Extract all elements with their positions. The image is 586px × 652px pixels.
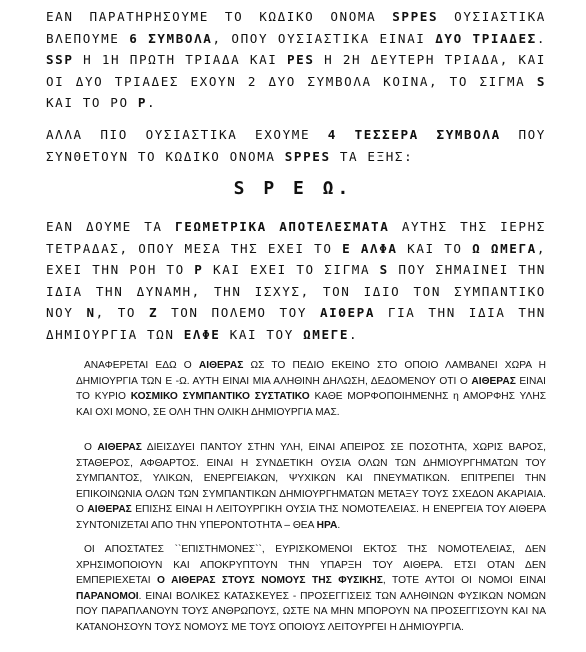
- symbol-paragraph-1: ΕΑΝ ΠΑΡΑΤΗΡΗΣΟΥΜΕ ΤΟ ΚΩΔΙΚΟ ΟΝΟΜΑ SPPES ΟΥΣΙΑΣΤΙΚΑ ΒΛΕΠΟΥΜΕ 6 ΣΥΜΒΟΛΑ, ΟΠΟΥ ΟΥΣΙΑΣΤΙΚΑ ΕΙΝΑΙ ΔΥΟ ΤΡΙΑΔΕΣ. SSP Η 1Η ΠΡΩΤΗ ΤΡΙΑΔΑ ΚΑΙ PES Η 2Η ΔΕΥΤΕΡΗ ΤΡΙΑΔΑ, ΚΑΙ ΟΙ ΔΥΟ ΤΡΙΑΔΕΣ ΕΧΟΥΝ 2 ΔΥΟ ΣΥΜΒΟΛΑ ΚΟΙΝΑ, ΤΟ ΣΙΓΜΑ S ΚΑΙ ΤΟ ΡΟ P.: [46, 9, 547, 111]
- ro-symbol: P: [194, 262, 204, 278]
- second-triad: PES: [287, 52, 315, 68]
- sigma-symbol: S: [536, 73, 546, 89]
- aether-word: ΑΙΘΕΡΑ: [319, 305, 376, 321]
- sigma-symbol: S: [379, 262, 389, 278]
- symbol-paragraph-3: ΕΑΝ ΔΟΥΜΕ ΤΑ ΓΕΩΜΕΤΡΙΚΑ ΑΠΟΤΕΛΕΣΜΑΤΑ ΑΥΤΗΣ ΤΗΣ ΙΕΡΗΣ ΤΕΤΡΑΔΑΣ, ΟΠΟΥ ΜΕΣΑ ΤΗΣ ΕΧΕΙ ΤΟ Ε ΑΛΦΑ ΚΑΙ ΤΟ Ω ΩΜΕΓΑ, ΕΧΕΙ ΤΗΝ ΡΟΗ ΤΟ P ΚΑΙ ΕΧΕΙ ΤΟ ΣΙΓΜΑ S ΠΟΥ ΣΗΜΑΙΝΕΙ ΤΗΝ ΙΔΙΑ ΤΗΝ ΔΥΝΑΜΗ, ΤΗΝ ΙΣΧΥΣ, ΤΟΝ ΙΔΙΟ ΤΟΝ ΣΥΜΠΑΝΤΙΚΟ ΝΟΥ Ν, ΤΟ Ζ ΤΟΝ ΠΟΛΕΜΟ ΤΟΥ ΑΙΘΕΡΑ ΓΙΑ ΤΗΝ ΙΔΙΑ ΤΗΝ ΔΗΜΙΟΥΡΓΙΑ ΤΩΝ ΕΛΦΕ ΚΑΙ ΤΟΥ ΩΜΕΓΕ.: [46, 219, 547, 342]
- zeta-symbol: Ζ: [148, 305, 159, 321]
- body-paragraph-1: ΑΝΑΦΕΡΕΤΑΙ ΕΔΩ Ο ΑΙΘΕΡΑΣ ΩΣ ΤΟ ΠΕΔΙΟ ΕΚΕΙΝΟ ΣΤΟ ΟΠΟΙΟ ΛΑΜΒΑΝΕΙ ΧΩΡΑ Η ΔΗΜΙΟΥΡΓΙΑ ΤΩΝ Ε -Ω. ΑΥΤΗ ΕΙΝΑΙ ΜΙΑ ΑΛΗΘΙΝΗ ΔΗΛΩΣΗ, ΔΕΔΟΜΕΝΟΥ ΟΤΙ Ο ΑΙΘΕΡΑΣ ΕΙΝΑΙ ΤΟ ΚΥΡΙΟ ΚΟΣΜΙΚΟ ΣΥΜΠΑΝΤΙΚΟ ΣΥΣΤΑΤΙΚΟ ΚΑΘΕ ΜΟΡΦΟΠΟΙΗΜΕΝΗΣ η ΑΜΟΡΦΗΣ ΥΛΗΣ ΚΑΙ ΟΧΙ ΜΟΝΟ, ΣΕ ΟΛΗ ΤΗΝ ΟΛΙΚΗ ΔΗΜΙΟΥΡΓΙΑ ΜΑΣ.: [76, 360, 547, 418]
- ro-symbol: P: [137, 95, 148, 111]
- elfe-word: ΕΛΦΕ: [183, 326, 221, 342]
- emphasis: 6 ΣΥΜΒΟΛΑ: [129, 30, 213, 46]
- emphasis: ΓΕΩΜΕΤΡΙΚΑ ΑΠΟΤΕΛΕΣΜΑΤΑ: [175, 219, 390, 234]
- symbols-line: S P E Ω.: [233, 178, 353, 199]
- omega-symbol: Ω ΩΜΕΓΑ: [472, 240, 537, 256]
- emphasis: ΔΥΟ ΤΡΙΑΔΕΣ: [435, 30, 537, 46]
- body-paragraph-2: Ο ΑΙΘΕΡΑΣ ΔΙΕΙΣΔΥΕΙ ΠΑΝΤΟΥ ΣΤΗΝ ΥΛΗ, ΕΙΝΑΙ ΑΠΕΙΡΟΣ ΣΕ ΠΟΣΟΤΗΤΑ, ΧΩΡΙΣ ΒΑΡΟΣ, ΣΤΑΘΕΡΟΣ, ΑΦΘΑΡΤΟΣ. ΕΙΝΑΙ Η ΣΥΝΔΕΤΙΚΗ ΟΥΣΙΑ ΟΛΩΝ ΤΩΝ ΔΗΜΙΟΥΡΓΗΜΑΤΩΝ ΤΟΥ ΣΥΜΠΑΝΤΟΣ, ΥΛΙΚΩΝ, ΕΝΕΡΓΕΙΑΚΩΝ, ΨΥΧΙΚΩΝ ΚΑΙ ΠΝΕΥΜΑΤΙΚΩΝ. ΕΠΙΤΡΕΠΕΙ ΤΗΝ ΕΠΙΚΟΙΝΩΝΙΑ ΟΛΩΝ ΤΩΝ ΣΥΜΠΑΝΤΙΚΩΝ ΔΗΜΙΟΥΡΓΗΜΑΤΩΝ ΜΕΤΑΞΥ ΤΟΥΣ ΣΧΕΔΟΝ ΑΚΑΡΙΑΙΑ. Ο ΑΙΘΕΡΑΣ ΕΠΙΣΗΣ ΕΙΝΑΙ Η ΛΕΙΤΟΥΡΓΙΚΗ ΟΥΣΙΑ ΤΗΣ ΝΟΜΟΤΕΛΕΙΑΣ. Η ΕΝΕΡΓΕΙΑ ΤΟΥ ΑΙΘΕΡΑ ΣΥΝΤΟΝΙΖΕΤΑΙ ΑΠΟ ΤΗΝ ΥΠΕΡΟΝΤΟΤΗΤΑ – ΘΕΑ ΗΡΑ.: [76, 442, 546, 531]
- nu-symbol: Ν: [86, 305, 96, 321]
- body-paragraph-3: ΟΙ ΑΠΟΣΤΑΤΕΣ ``ΕΠΙΣΤΗΜΟΝΕΣ``, ΕΥΡΙΣΚΟΜΕΝΟΙ ΕΚΤΟΣ ΤΗΣ ΝΟΜΟΤΕΛΕΙΑΣ, ΔΕΝ ΧΡΗΣΙΜΟΠΟΙΟΥΝ ΚΑΙ ΑΠΟΚΡΥΠΤΟΥΝ ΤΗΝ ΥΠΑΡΞΗ ΤΟΥ ΑΙΘΕΡΑ. ΕΤΣΙ ΟΤΑΝ ΔΕΝ ΕΜΠΕΡΙΕΧΕΤΑΙ Ο ΑΙΘΕΡΑΣ ΣΤΟΥΣ ΝΟΜΟΥΣ ΤΗΣ ΦΥΣΙΚΗΣ, ΤΟΤΕ ΑΥΤΟΙ ΟΙ ΝΟΜΟΙ ΕΙΝΑΙ ΠΑΡΑΝΟΜΟΙ. ΕΙΝΑΙ ΒΟΛΙΚΕΣ ΚΑΤΑΣΚΕΥΕΣ - ΠΡΟΣΕΓΓΙΣΕΙΣ ΤΩΝ ΑΛΗΘΙΝΩΝ ΦΥΣΙΚΩΝ ΝΟΜΩΝ ΠΟΥ ΠΑΡΑΠΛΑΝΟΥΝ ΤΟΥΣ ΑΝΘΡΩΠΟΥΣ, ΩΣΤΕ ΝΑ ΜΗΝ ΜΠΟΡΟΥΝ ΝΑ ΠΡΟΣΕΓΓΙΣΟΥΝ ΚΑΙ ΝΑ ΚΑΤΑΝΟΗΣΟΥΝ ΤΟΥΣ ΝΟΜΟΥΣ ΜΕ ΤΟΥΣ ΟΠΟΙΟΥΣ ΛΕΙΤΟΥΡΓΕΙ Η ΔΗΜΙΟΥΡΓΙΑ.: [76, 544, 546, 633]
- symbol-paragraph-2: ΑΛΛΑ ΠΙΟ ΟΥΣΙΑΣΤΙΚΑ ΕΧΟΥΜΕ 4 ΤΕΣΣΕΡΑ ΣΥΜΒΟΛΑ ΠΟΥ ΣΥΝΘΕΤΟΥΝ ΤΟ ΚΩΔΙΚΟ ΟΝΟΜΑ SPPES ΤΑ ΕΞΗΣ:: [46, 127, 546, 164]
- omege-word: ΩΜΕΓΕ: [303, 326, 350, 342]
- alpha-symbol: Ε ΑΛΦΑ: [342, 240, 398, 256]
- code-name: SPPES: [392, 9, 439, 24]
- code-name: SPPES: [284, 148, 331, 164]
- emphasis: 4 ΤΕΣΣΕΡΑ ΣΥΜΒΟΛΑ: [327, 127, 501, 142]
- first-triad: SSP: [46, 52, 74, 68]
